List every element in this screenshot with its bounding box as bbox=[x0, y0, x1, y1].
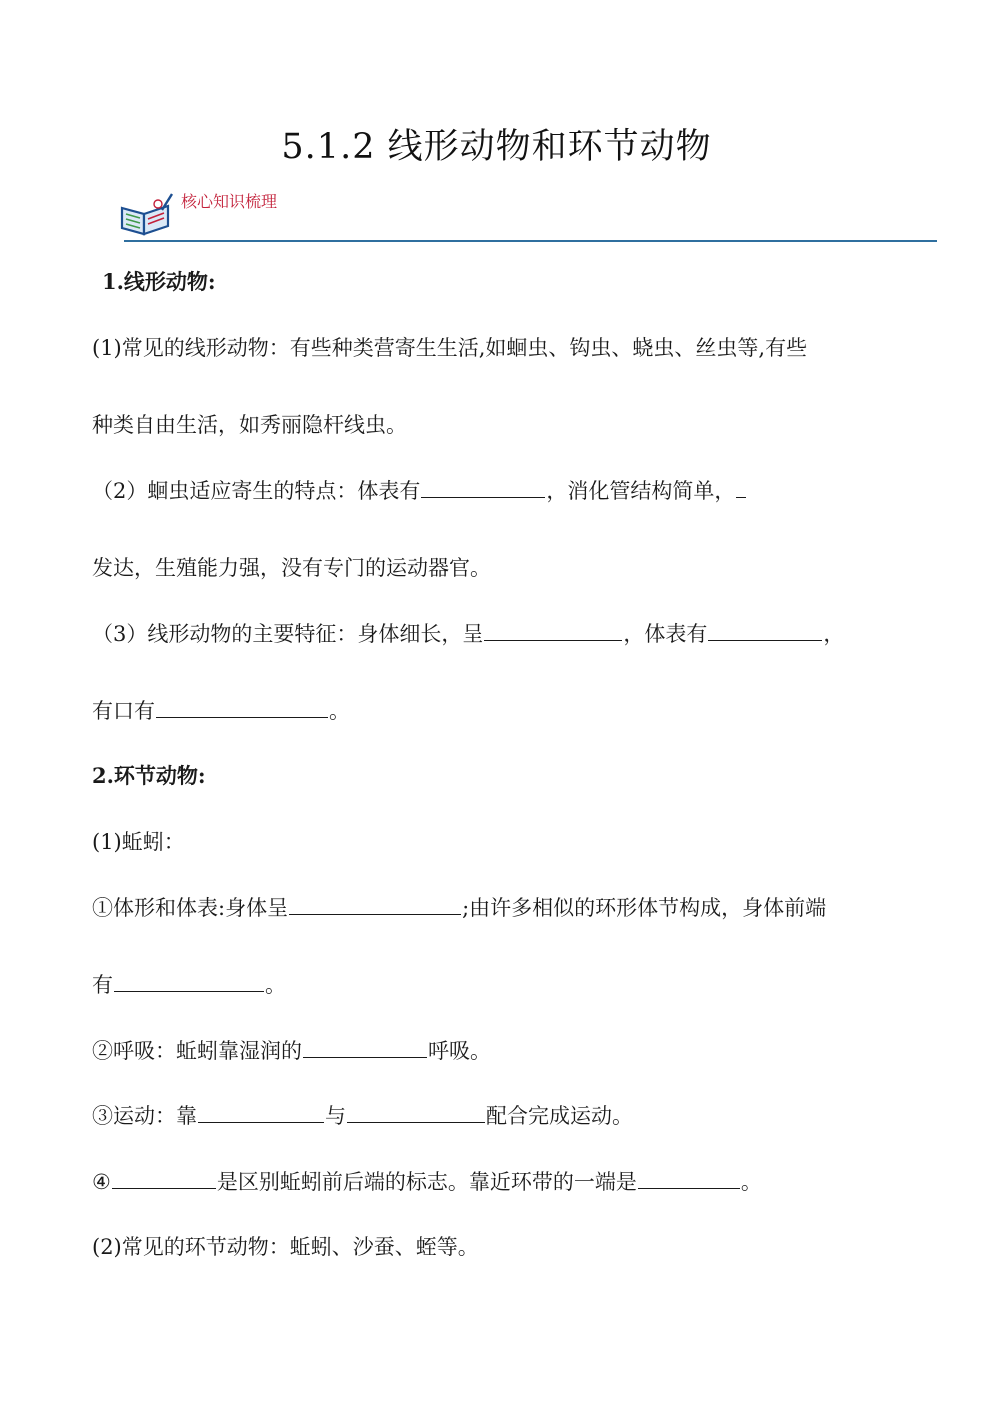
para-nematode-features-line2 bbox=[92, 696, 350, 726]
text-segment: ③运动：靠 bbox=[92, 1104, 197, 1128]
para-earthworm-body bbox=[92, 893, 826, 923]
fill-blank[interactable] bbox=[114, 971, 264, 992]
text-segment: （2）蛔虫适应寄生的特点：体表有 bbox=[92, 479, 421, 503]
fill-blank[interactable] bbox=[708, 620, 822, 641]
heading-nematodes: 1.线形动物: bbox=[102, 269, 216, 294]
text-segment: ， bbox=[823, 622, 845, 646]
para-common-annelids: (2)常见的环节动物：蚯蚓、沙蚕、蛭等。 bbox=[92, 1235, 479, 1259]
text-segment: 有口有 bbox=[92, 699, 155, 723]
fill-blank[interactable] bbox=[736, 477, 746, 498]
text-segment: ，消化管结构简单， bbox=[546, 479, 736, 503]
para-clitellum bbox=[92, 1167, 762, 1197]
text-segment: 有 bbox=[92, 973, 113, 997]
text-segment: 。 bbox=[329, 699, 350, 723]
text-segment: 。 bbox=[740, 1170, 762, 1194]
para-common-nematodes-line2: 种类自由生活，如秀丽隐杆线虫。 bbox=[92, 413, 407, 437]
fill-blank[interactable] bbox=[198, 1102, 324, 1123]
fill-blank[interactable] bbox=[303, 1037, 427, 1058]
para-nematode-features bbox=[92, 619, 844, 649]
fill-blank[interactable] bbox=[289, 894, 461, 915]
text-segment: （3）线形动物的主要特征：身体细长，呈 bbox=[92, 622, 484, 646]
fill-blank[interactable] bbox=[421, 477, 545, 498]
para-earthworm-respiration bbox=[92, 1036, 491, 1066]
text-segment: 配合完成运动。 bbox=[486, 1104, 633, 1128]
para-earthworm-movement bbox=[92, 1101, 633, 1131]
text-segment: 与 bbox=[325, 1104, 346, 1128]
text-segment: ;由许多相似的环形体节构成，身体前端 bbox=[462, 896, 827, 920]
para-earthworm-body-line2 bbox=[92, 970, 286, 1000]
fill-blank[interactable] bbox=[484, 620, 622, 641]
text-segment: ①体形和体表:身体呈 bbox=[92, 896, 289, 920]
fill-blank[interactable] bbox=[638, 1168, 740, 1189]
fill-blank[interactable] bbox=[112, 1168, 216, 1189]
text-segment: ④ bbox=[92, 1170, 111, 1194]
fill-blank[interactable] bbox=[347, 1102, 485, 1123]
open-book-icon bbox=[118, 190, 174, 236]
section-label: 核心知识梳理 bbox=[181, 192, 278, 211]
text-segment: ，体表有 bbox=[623, 622, 708, 646]
para-common-nematodes-line1: (1)常见的线形动物：有些种类营寄生生活,如蛔虫、钩虫、蛲虫、丝虫等,有些 bbox=[92, 336, 808, 360]
para-roundworm-line2: 发达，生殖能力强，没有专门的运动器官。 bbox=[92, 556, 491, 580]
header-divider bbox=[124, 240, 937, 242]
text-segment: ②呼吸：蚯蚓靠湿润的 bbox=[92, 1039, 302, 1063]
text-segment: 是区别蚯蚓前后端的标志。靠近环带的一端是 bbox=[216, 1170, 637, 1194]
page-title: 5.1.2 线形动物和环节动物 bbox=[281, 127, 712, 167]
text-segment: 。 bbox=[265, 973, 286, 997]
text-segment: 呼吸。 bbox=[428, 1039, 491, 1063]
heading-annelids: 2.环节动物: bbox=[92, 763, 206, 788]
fill-blank[interactable] bbox=[156, 697, 328, 718]
para-roundworm-parasitic-traits bbox=[92, 476, 747, 506]
para-earthworm: (1)蚯蚓： bbox=[92, 830, 185, 854]
